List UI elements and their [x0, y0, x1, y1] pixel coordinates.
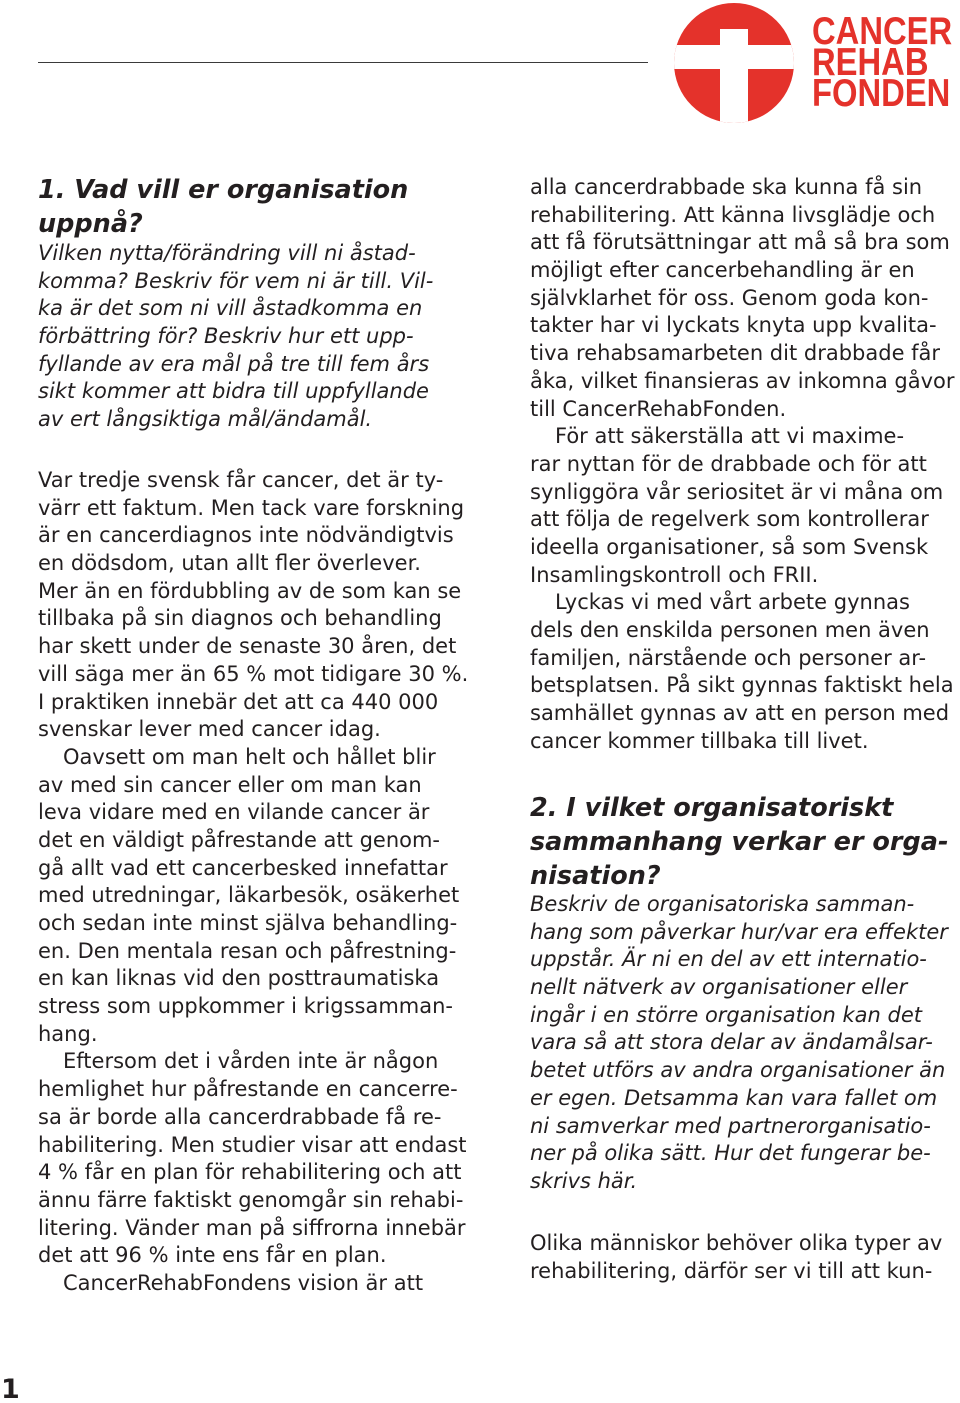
text-line: rehabilitering. Att känna livsglädje och [530, 202, 936, 227]
text-line: till CancerRehabFonden. [530, 396, 787, 421]
prompt-line: er egen. Detsamma kan vara fallet om [530, 1085, 938, 1110]
text-line: åka, vilket finansieras av inkomna gåvor [530, 368, 955, 393]
text-line: en dödsdom, utan allt fler överlever. [38, 551, 421, 576]
logo-line-rehab: REHAB [812, 41, 929, 84]
text-line: För att säkerställa att vi maxime- [555, 424, 905, 449]
prompt-line: ingår i en större organisation kan det [530, 1002, 922, 1027]
heading-line: uppnå? [38, 209, 143, 239]
text-line: rehabilitering, därför ser vi till att kun- [530, 1258, 933, 1283]
paragraph [38, 1048, 468, 1270]
section-1-heading [38, 173, 408, 241]
text-line: ännu färre faktiskt genomgår sin rehabi- [38, 1187, 464, 1212]
text-line: har skett under de senaste 30 åren, det [38, 634, 457, 659]
cross-circle-icon [673, 1, 795, 125]
heading-line: 1. Vad vill er organisation [38, 175, 409, 205]
text-line: hang. [38, 1021, 98, 1046]
header-rule [38, 62, 648, 63]
text-line: och sedan inte minst själva behandling- [38, 911, 458, 935]
text-line: självklarhet för oss. Genom goda kon- [530, 285, 929, 310]
text-line: vill säga mer än 65 % mot tidigare 30 %. [38, 661, 469, 686]
text-line: en. Den mentala resan och påfrestning- [38, 938, 457, 963]
heading-line: nisation? [530, 861, 661, 891]
text-line: hemlighet hur påfrestande en cancerre- [38, 1077, 458, 1102]
text-line: CancerRehabFondens vision är att [63, 1270, 424, 1295]
prompt-line: Vilken nytta/förändring vill ni åstad- [38, 241, 416, 265]
text-line: ideella organisationer, så som Svensk [530, 534, 929, 559]
paragraph [530, 174, 955, 423]
text-line: en kan liknas vid den posttraumatiska [38, 966, 440, 991]
text-line: svenskar lever med cancer idag. [38, 717, 381, 742]
text-line: är en cancerdiagnos inte nödvändigtvis [38, 523, 454, 548]
text-line: cancer kommer tillbaka till livet. [530, 728, 869, 753]
text-line: dels den enskilda personen men även [530, 618, 930, 642]
text-line: gå allt vad ett cancerbesked innefattar [38, 855, 448, 880]
text-line: Oavsett om man helt och hållet blir [63, 744, 436, 769]
text-line: med utredningar, läkarbesök, osäkerhet [38, 883, 460, 908]
text-line: rar nyttan för de drabbade och för att [530, 451, 927, 476]
paragraph [530, 1230, 942, 1285]
text-line: leva vidare med en vilande cancer är [38, 800, 430, 825]
text-line: att få förutsättningar att må så bra som [530, 230, 950, 255]
text-line: värr ett faktum. Men tack vare forskning [38, 495, 465, 520]
text-line: möjligt efter cancerbehandling är en [530, 258, 915, 283]
text-line: synliggöra vår seriositet är vi måna om [530, 479, 944, 504]
text-line: av med sin cancer eller om man kan [38, 772, 422, 797]
text-line: Olika människor behöver olika typer av [530, 1231, 943, 1255]
prompt-line: ner på olika sätt. Hur det fungerar be- [530, 1141, 931, 1166]
heading-line: 2. I vilket organisatoriskt [530, 793, 894, 823]
text-line: stress som uppkommer i krigssamman- [38, 994, 454, 1019]
logo-wordmark [812, 10, 953, 115]
text-line: betsplatsen. På sikt gynnas faktiskt hela [530, 673, 954, 698]
text-line: habilitering. Men studier visar att endast [38, 1132, 467, 1157]
text-line: tillbaka på sin diagnos och behandling [38, 606, 442, 631]
prompt-line: ni samverkar med partnerorganisatio- [530, 1113, 931, 1138]
text-line: sa är borde alla cancerdrabbade få re- [38, 1104, 442, 1129]
left-column-body [38, 467, 468, 1298]
text-line: Mer än en fördubbling av de som kan se [38, 578, 462, 603]
text-line: Lyckas vi med vårt arbete gynnas [555, 590, 910, 615]
page-number: 1 [1, 1374, 20, 1403]
text-line: takter har vi lyckats knyta upp kvalita- [530, 313, 937, 338]
text-line: tiva rehabsamarbeten dit drabbade får [530, 341, 941, 366]
prompt-line: av ert långsiktiga mål/ändamål. [38, 407, 373, 432]
section-1-prompt [38, 240, 433, 434]
prompt-line: komma? Beskriv för vem ni är till. Vil- [38, 268, 434, 293]
text-line: 4 % får en plan för rehabilitering och att [38, 1160, 462, 1185]
logo-line-fonden: FONDEN [812, 72, 951, 115]
text-line: Eftersom det i vården inte är någon [63, 1049, 439, 1074]
prompt-line: ka är det som ni vill åstadkomma en [38, 296, 423, 321]
text-line: samhället gynnas av att en person med [530, 701, 950, 726]
section-2-answer [530, 1230, 942, 1285]
right-column-body [530, 174, 955, 755]
text-line: litering. Vänder man på siffrorna innebär [38, 1215, 466, 1240]
section-2-heading [530, 791, 949, 893]
paragraph [530, 589, 955, 755]
text-line: Insamlingskontroll och FRII. [530, 562, 819, 587]
paragraph [38, 467, 468, 744]
section-2-prompt [530, 891, 948, 1196]
prompt-line: hang som påverkar hur/var era effekter [530, 919, 948, 944]
prompt-line: förbättring för? Beskriv hur ett upp- [38, 324, 414, 349]
text-line: familjen, närstående och personer ar- [530, 645, 927, 670]
text-line: alla cancerdrabbade ska kunna få sin [530, 175, 923, 199]
prompt-line: Beskriv de organisatoriska samman- [530, 892, 915, 916]
prompt-line: uppstår. Är ni en del av ett internatio- [530, 947, 927, 972]
paragraph [38, 744, 468, 1049]
prompt-line: fyllande av era mål på tre till fem års [38, 351, 430, 376]
paragraph [38, 1270, 468, 1298]
prompt-line: vara så att stora delar av ändamålsar- [530, 1030, 933, 1055]
text-line: Var tredje svensk får cancer, det är ty- [38, 468, 444, 492]
text-line: I praktiken innebär det att ca 440 000 [38, 689, 439, 714]
prompt-line: betet utförs av andra organisationer än [530, 1058, 946, 1083]
text-line: att följa de regelverk som kontrollerar [530, 507, 929, 532]
logo-line-cancer: CANCER [812, 10, 953, 53]
text-line: det att 96 % inte ens får en plan. [38, 1243, 387, 1268]
prompt-line: sikt kommer att bidra till uppfyllande [38, 379, 429, 404]
prompt-line: skrivs här. [530, 1168, 638, 1193]
heading-line: sammanhang verkar er orga- [530, 827, 949, 857]
paragraph [530, 423, 955, 589]
prompt-line: nellt nätverk av organisationer eller [530, 975, 908, 1000]
text-line: det en väldigt påfrestande att genom- [38, 827, 441, 852]
